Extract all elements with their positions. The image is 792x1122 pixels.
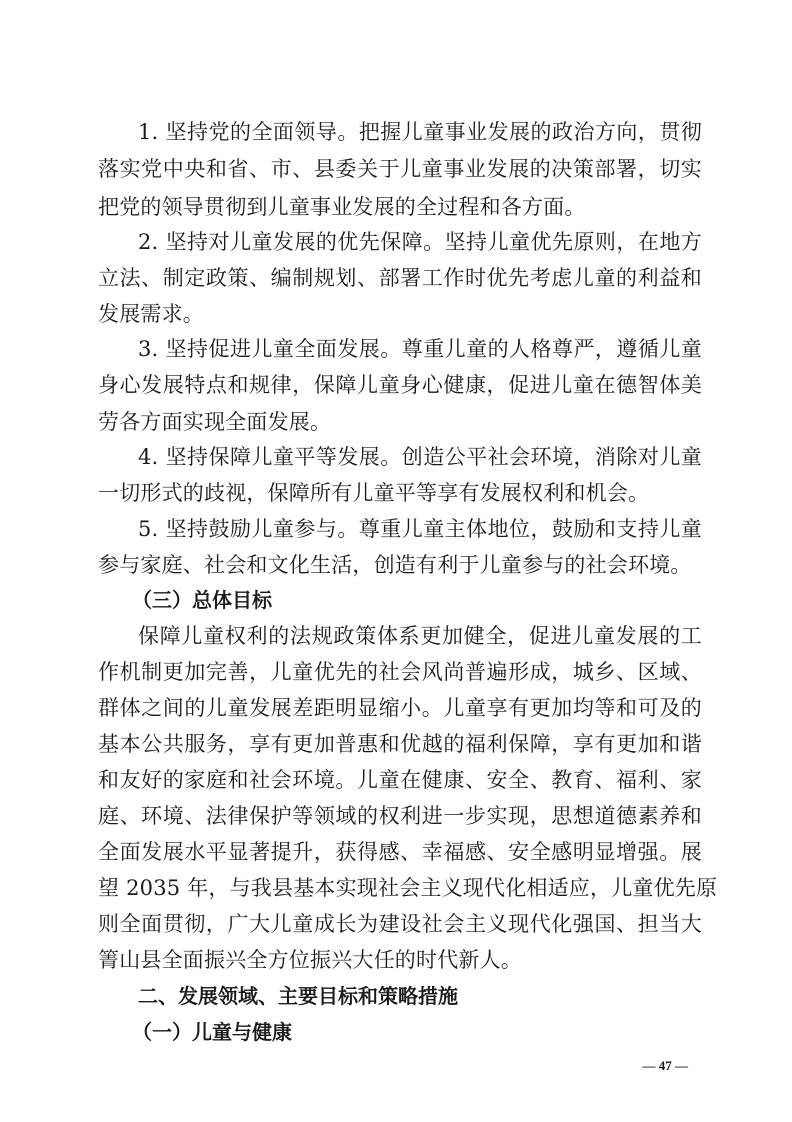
overall-goal-line-3: 群体之间的儿童发展差距明显缩小。儿童享有更加均等和可及的 bbox=[98, 696, 702, 720]
overall-goal-line-4: 基本公共服务，享有更加普惠和优越的福利保障，享有更加和谐 bbox=[98, 732, 702, 756]
principle-2-line-1: 2. 坚持对儿童发展的优先保障。坚持儿童优先原则，在地方 bbox=[138, 230, 702, 254]
principle-5-line-2: 参与家庭、社会和文化生活，创造有利于儿童参与的社会环境。 bbox=[98, 553, 692, 577]
section-two-subheading: （一）儿童与健康 bbox=[132, 1020, 292, 1044]
overall-goal-heading: （三）总体目标 bbox=[132, 588, 272, 612]
principle-3-line-3: 劳各方面实现全面发展。 bbox=[98, 410, 332, 434]
overall-goal-line-10: 箐山县全面振兴全方位振兴大任的时代新人。 bbox=[98, 948, 522, 972]
overall-goal-line-6: 庭、环境、法律保护等领域的权利进一步实现，思想道德素养和 bbox=[98, 804, 702, 828]
overall-goal-line-8: 望 2035 年，与我县基本实现社会主义现代化相适应，儿童优先原 bbox=[98, 876, 718, 900]
principle-4-line-2: 一切形式的歧视，保障所有儿童平等享有发展权利和机会。 bbox=[98, 481, 650, 505]
page-number: — 47 — bbox=[642, 1058, 688, 1073]
overall-goal-line-2: 作机制更加完善，儿童优先的社会风尚普遍形成，城乡、区域、 bbox=[98, 660, 702, 684]
principle-3-line-1: 3. 坚持促进儿童全面发展。尊重儿童的人格尊严，遵循儿童 bbox=[138, 337, 702, 361]
overall-goal-line-9: 则全面贯彻，广大儿童成长为建设社会主义现代化强国、担当大 bbox=[98, 912, 702, 936]
principle-2-line-2: 立法、制定政策、编制规划、部署工作时优先考虑儿童的利益和 bbox=[98, 266, 702, 290]
principle-1-line-3: 把党的领导贯彻到儿童事业发展的全过程和各方面。 bbox=[98, 195, 586, 219]
principle-2-line-3: 发展需求。 bbox=[98, 302, 204, 326]
principle-1-line-1: 1. 坚持党的全面领导。把握儿童事业发展的政治方向，贯彻 bbox=[138, 120, 702, 144]
overall-goal-line-7: 全面发展水平显著提升，获得感、幸福感、安全感明显增强。展 bbox=[98, 840, 702, 864]
overall-goal-line-5: 和友好的家庭和社会环境。儿童在健康、安全、教育、福利、家 bbox=[98, 768, 702, 792]
principle-1-line-2: 落实党中央和省、市、县委关于儿童事业发展的决策部署，切实 bbox=[98, 157, 702, 181]
principle-3-line-2: 身心发展特点和规律，保障儿童身心健康，促进儿童在德智体美 bbox=[98, 373, 702, 397]
principle-4-line-1: 4. 坚持保障儿童平等发展。创造公平社会环境，消除对儿童 bbox=[138, 445, 702, 469]
section-two-heading: 二、发展领域、主要目标和策略措施 bbox=[138, 984, 458, 1008]
principle-5-line-1: 5. 坚持鼓励儿童参与。尊重儿童主体地位，鼓励和支持儿童 bbox=[138, 517, 702, 541]
overall-goal-line-1: 保障儿童权利的法规政策体系更加健全，促进儿童发展的工 bbox=[138, 624, 702, 648]
